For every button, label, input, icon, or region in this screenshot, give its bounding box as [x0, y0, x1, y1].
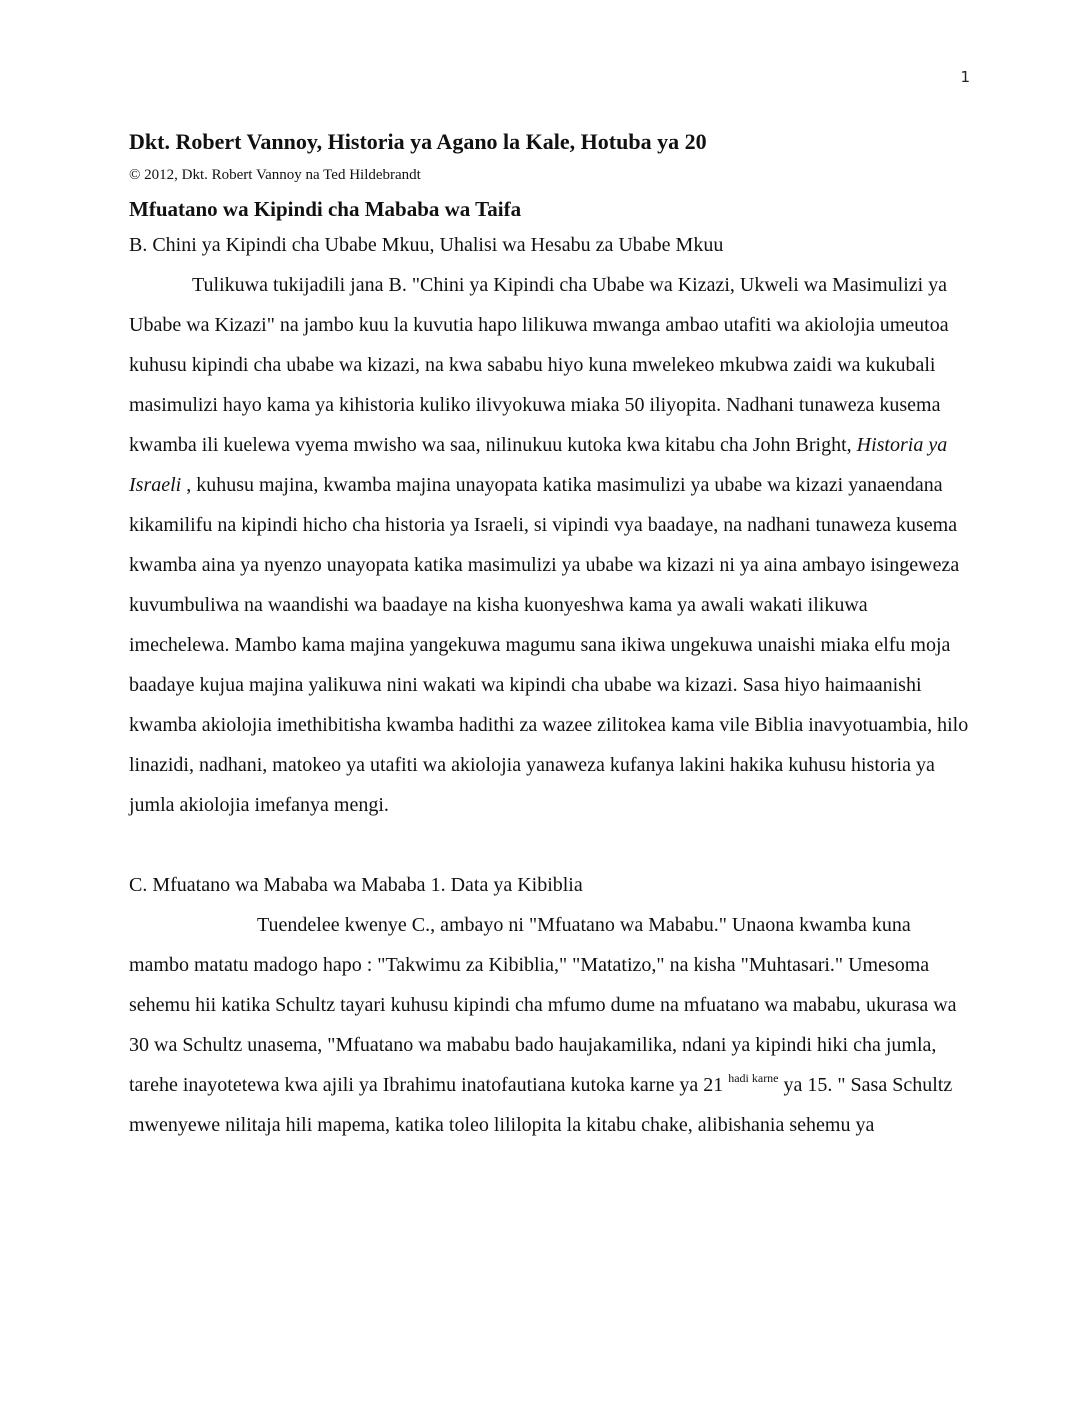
- page-number: 1: [960, 68, 970, 86]
- copyright-line: © 2012, Dkt. Robert Vannoy na Ted Hildebrandt: [129, 167, 421, 183]
- section-b-text-part1: Tulikuwa tukijadili jana B. "Chini ya Kipindi cha Ubabe wa Kizazi, Ukweli wa Masimulizi ya Ubabe wa Kizazi" na jambo kuu la kuvutia hapo lilikuwa mwanga ambao utafiti wa akiolojia umeutoa kuhusu kipindi cha ubabe wa kizazi, na kwa sababu hiyo kuna mwelekeo mkubwa zaidi wa kukubali masimulizi hayo kama ya kihistoria kuliko ilivyokuwa miaka 50 iliyopita. Nadhani tunaweza kusema kwamba ili kuelewa vyema mwisho wa saa, nilinukuu kutoka kwa kitabu cha John Bright,: [129, 274, 949, 456]
- section-b-paragraph: [129, 265, 969, 825]
- section-c-text-part1: Tuendelee kwenye C., ambayo ni "Mfuatano wa Mababu." Unaona kwamba kuna mambo matatu madogo hapo : "Takwimu za Kibiblia," "Matatizo," na kisha "Muhtasari." Umesoma sehemu hii katika Schultz tayari kuhusu kipindi cha mfumo dume na mfuatano wa mababu, ukurasa wa 30 wa Schultz unasema, "Mfuatano wa mababu bado haujakamilika, ndani ya kipindi hiki cha jumla, tarehe inayotetewa kwa ajili ya Ibrahimu inatofautiana kutoka karne ya 21: [129, 914, 957, 1096]
- document-subtitle: Mfuatano wa Kipindi cha Mababa wa Taifa: [129, 197, 522, 221]
- document-title: Dkt. Robert Vannoy, Historia ya Agano la Kale, Hotuba ya 20: [129, 129, 707, 154]
- section-c-heading: C. Mfuatano wa Mababa wa Mababa 1. Data ya Kibiblia: [129, 874, 583, 896]
- section-c-paragraph: [129, 905, 969, 1145]
- section-b-heading: B. Chini ya Kipindi cha Ubabe Mkuu, Uhalisi wa Hesabu za Ubabe Mkuu: [129, 234, 724, 256]
- book-title-italic: Historia ya Israeli: [129, 434, 948, 496]
- superscript-note: hadi karne: [728, 1071, 779, 1085]
- document-content: [129, 126, 969, 1145]
- section-b-text-part2: , kuhusu majina, kwamba majina unayopata katika masimulizi ya ubabe wa kizazi yanaendana kikamilifu na kipindi hicho cha historia ya Israeli, si vipindi vya baadaye, na nadhani tunaweza kusema kwamba aina ya nyenzo unayopata katika masimulizi ya ubabe wa kizazi ni ya aina ambayo isingeweza kuvumbuliwa na waandishi wa baadaye na kisha kuonyeshwa kama ya awali wakati ilikuwa imechelewa. Mambo kama majina yangekuwa magumu sana ikiwa ungekuwa unaishi miaka elfu moja baadaye kujua majina yalikuwa nini wakati wa kipindi cha ubabe wa kizazi. Sasa hiyo haimaanishi kwamba akiolojia imethibitisha kwamba hadithi za wazee zilitokea kama vile Biblia inavyotuambia, hilo linazidi, nadhani, matokeo ya utafiti wa akiolojia yanaweza kufanya lakini hakika kuhusu historia ya jumla akiolojia imefanya mengi.: [129, 474, 969, 816]
- paragraph-gap: [129, 825, 969, 865]
- section-c-text-part2: ya 15. " Sasa Schultz mwenyewe nilitaja hili mapema, katika toleo lililopita la kitabu chake, alibishania sehemu ya: [129, 1074, 953, 1136]
